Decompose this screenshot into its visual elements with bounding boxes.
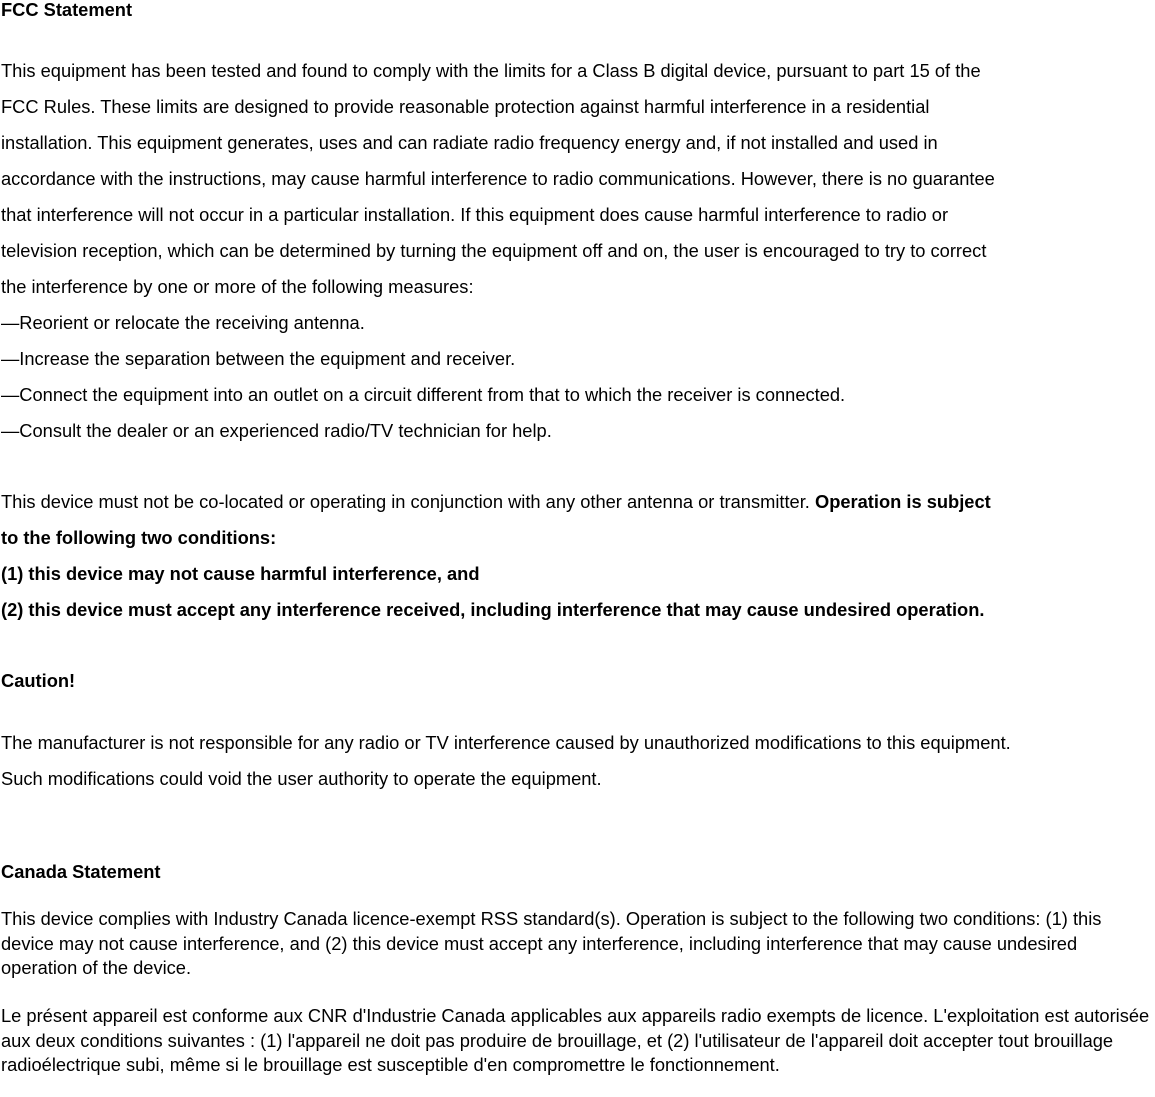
caution-line: Such modifications could void the user authority to operate the equipment.	[1, 768, 602, 789]
fcc-line: television reception, which can be determined by turning the equipment off and on, the user is encouraged to try to correct	[1, 240, 987, 261]
fcc-statement-heading: FCC Statement	[1, 0, 133, 20]
colocation-text: This device must not be co-located or operating in conjunction with any other antenna or transmitter.	[1, 491, 815, 512]
caution-paragraph	[1, 725, 1011, 797]
condition-1-text: (1) this device may not cause harmful interference, and	[1, 563, 480, 584]
fcc-line: accordance with the instructions, may cause harmful interference to radio communications. However, there is no guarantee	[1, 168, 995, 189]
fcc-line: This equipment has been tested and found to comply with the limits for a Class B digital device, pursuant to part 15 of the	[1, 60, 981, 81]
measure-item: —Consult the dealer or an experienced radio/TV technician for help.	[1, 420, 552, 441]
measure-item: —Reorient or relocate the receiving antenna.	[1, 312, 365, 333]
operating-conditions-paragraph	[1, 484, 991, 628]
fcc-line: FCC Rules. These limits are designed to provide reasonable protection against harmful interference in a residential	[1, 96, 930, 117]
fcc-line: that interference will not occur in a particular installation. If this equipment does cause harmful interference to radio or	[1, 204, 949, 225]
conditions-intro-line	[1, 520, 991, 556]
fcc-compliance-paragraph	[1, 53, 995, 449]
condition-2-text: (2) this device must accept any interference received, including interference that may cause undesired operation.	[1, 599, 985, 620]
caution-heading: Caution!	[1, 670, 76, 691]
caution-line: The manufacturer is not responsible for any radio or TV interference caused by unauthorized modifications to this equipment.	[1, 732, 1011, 753]
condition-1	[1, 556, 991, 592]
fcc-line: installation. This equipment generates, uses and can radiate radio frequency energy and, if not installed and used in	[1, 132, 938, 153]
canada-statement-heading: Canada Statement	[1, 861, 161, 882]
canada-english-paragraph: This device complies with Industry Canada licence-exempt RSS standard(s). Operation is subject to the following two conditions: (1) this device may not cause interference, and (2) this device must accept any interference, including interference that may cause undesired operation of the device.	[1, 908, 1102, 978]
canada-french-paragraph: Le présent appareil est conforme aux CNR d'Industrie Canada applicables aux appareils radio exempts de licence. L'exploitation est autorisée aux deux conditions suivantes : (1) l'appareil ne doit pas produire de brouillage, et (2) l'utilisateur de l'appareil doit accepter tout brouillage radioélectrique subi, même si le brouillage est susceptible d'en compromettre le fonctionnement.	[1, 1005, 1150, 1075]
measure-item: —Increase the separation between the equipment and receiver.	[1, 348, 516, 369]
colocation-line	[1, 484, 991, 520]
fcc-line: the interference by one or more of the following measures:	[1, 276, 474, 297]
conditions-intro-part1: Operation is subject	[814, 491, 991, 512]
conditions-intro-part2: to the following two conditions:	[1, 527, 277, 548]
measure-item: —Connect the equipment into an outlet on a circuit different from that to which the receiver is connected.	[1, 384, 846, 405]
condition-2	[1, 592, 991, 628]
